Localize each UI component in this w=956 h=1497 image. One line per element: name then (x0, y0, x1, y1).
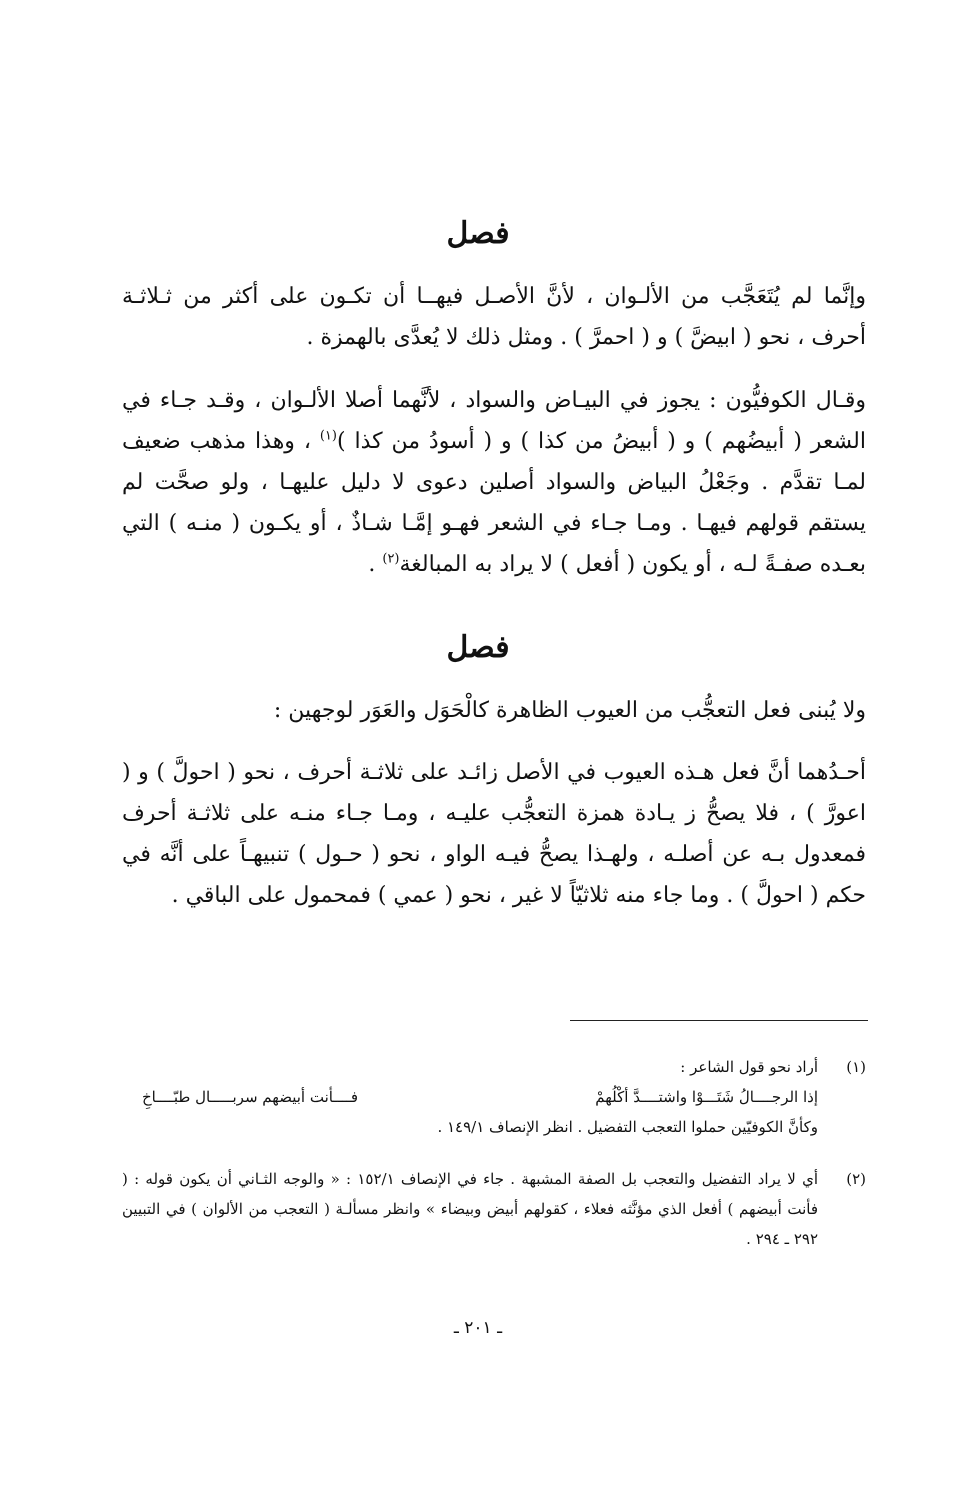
footnote-2-number: (٢) (846, 1170, 866, 1188)
paragraph-1-text: وإنَّما لم يُتَعَجَّب من الألـوان ، لأنَّ الأصـل فيهــا أن تكـون على أكثر من ثـلاثـة أحرف ، نحو ( ابيضَّ ) و ( احمرَّ ) . ومثل ذلك لا يُعدَّى بالهمزة . (122, 284, 866, 350)
section-heading-2: فصل (446, 630, 510, 665)
footnote-1-verse (122, 1082, 818, 1112)
verse-first-hemistich: إذا الرجــــالُ شَتَـــوْا واشتــــدَّ أكْلُهمْ (595, 1088, 818, 1106)
footnote-ref-1[interactable]: (١) (319, 428, 337, 444)
paragraph-2-text (122, 380, 866, 585)
footnote-1-line3: وكأنَّ الكوفيّين حملوا التعجب التفضيل . انظر الإنصاف ١٤٩/١ . (437, 1118, 818, 1136)
paragraph-4 (122, 752, 866, 916)
footnote-2 (122, 1164, 866, 1254)
footnote-2-body: أي لا يراد التفضيل والتعجب بل الصفة المشبهة . جاء في الإنصاف ١٥٢/١ : « والوجه الثـاني أن يكون قوله : ( فأنت أبيضهم ) أفعل الذي مؤنَّثه فعلاء ، كقولهم أبيض وبيضاء » وانظر مسألـة ( التعجب من الألوان ) في التبيين ٢٩٢ ـ ٢٩٤ . (122, 1170, 818, 1248)
paragraph-2-part-b: ، وهذا مذهب ضعيف لمـا تقدَّم . وجَعْلُ البياض والسواد أصلين دعوى لا دليل عليهـا ، ولو صحَّت لم يستقم قولهم فيهـا . ومـا جـاء في الشعر فهـو إمَّـا شـاذٌ ، أو يكـون ( منـه ) التي بعـده صفـةً لـه ، أو يكون ( أفعل ) لا يراد به المبالغة (122, 429, 866, 577)
paragraph-4-text: أحـدُهما أنَّ فعل هـذه العيوب في الأصل زائـد على ثلاثـة أحرف ، نحو ( احولَّ ) و ( اعورَّ ) ، فلا يصحُّ ز يـادة همزة التعجُّب عليـه ، ومـا جـاء منـه على ثلاثـة أحرف فمعدول بـه عن أصلـه ، ولهـذا يصحُّ فيـه الواو ، نحو ( حـول ) تنبيهـاً على أنَّه في حكم ( احولَّ ) . وما جاء منه ثلاثيّاً لا غير ، نحو ( عمي ) فمحمول على الباقي . (122, 760, 866, 908)
footnote-1 (122, 1052, 866, 1142)
verse-second-hemistich: فــــأنت أبيضهم سربـــــال طبّــــاخِ (142, 1088, 359, 1106)
paragraph-1 (122, 276, 866, 358)
paragraph-3 (122, 690, 866, 731)
footnote-1-body (122, 1052, 818, 1142)
section-heading-1: فصل (446, 216, 510, 251)
paragraph-3-text: ولا يُبنى فعل التعجُّب من العيوب الظاهرة كالْحَوَل والعَوَر لوجهين : (273, 698, 866, 723)
paragraph-2-part-a: وقـال الكوفيُّون : يجوز في البيـاض والسواد ، لأنَّهما أصلا الألـوان ، وقـد جـاء في الشعر ( أبيضُهم ) و ( أبيضُ من كذا ) و ( أسودُ من كذا ) (122, 388, 866, 454)
footnote-divider (570, 1020, 868, 1021)
footnote-1-line1: أراد نحو قول الشاعر : (680, 1058, 818, 1076)
page-number: ـ ٢٠١ ـ (453, 1318, 503, 1338)
paragraph-2-part-c: . (368, 552, 383, 577)
footnote-1-number: (١) (846, 1058, 866, 1076)
footnote-ref-2[interactable]: (٢) (382, 551, 400, 567)
paragraph-2 (122, 380, 866, 585)
